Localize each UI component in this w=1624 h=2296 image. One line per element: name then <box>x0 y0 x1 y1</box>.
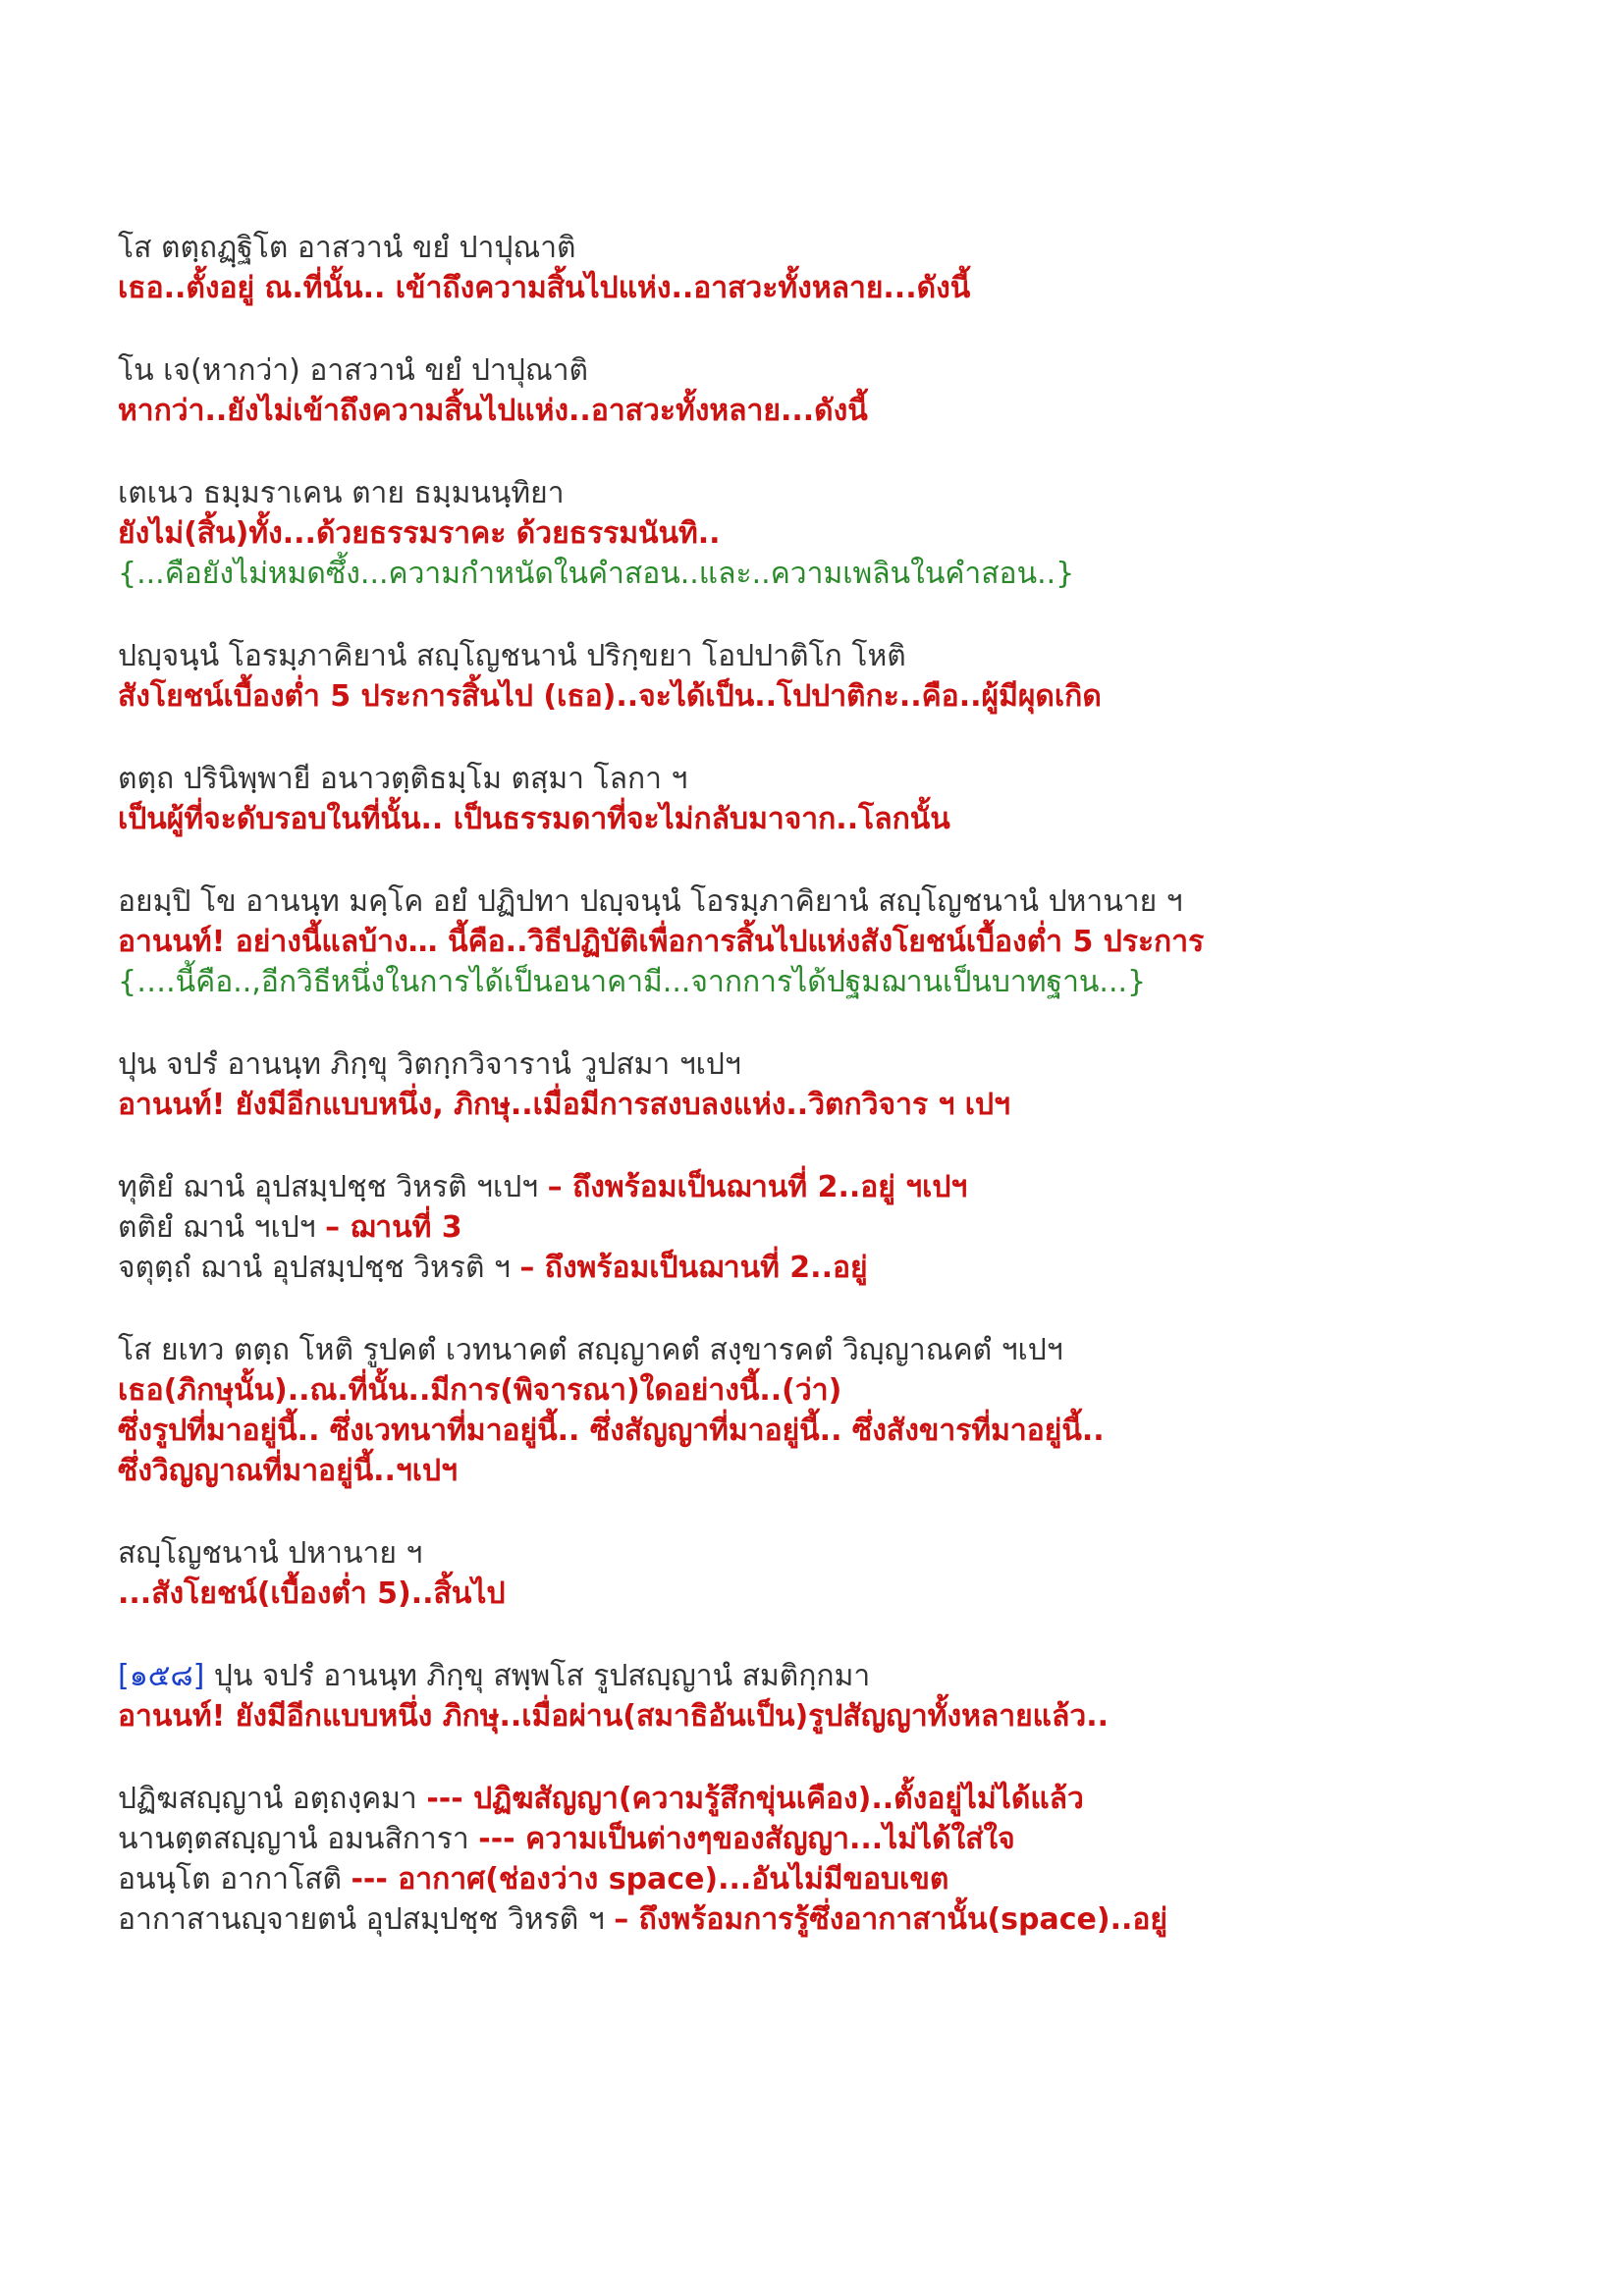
verse-block-10 <box>118 1533 1512 1614</box>
mixed-line <box>118 1859 1512 1899</box>
section-reference: [๑๕๘] <box>118 1659 205 1693</box>
translation-text: --- ความเป็นต่างๆของสัญญา...ไม่ได้ใส่ใจ <box>478 1822 1015 1856</box>
translation-line: เธอ(ภิกษุนั้น)..ณ.ที่นั้น..มีการ(พิจารณา)ใดอย่างนี้..(ว่า) <box>118 1373 842 1408</box>
mixed-line <box>118 1899 1512 1940</box>
pali-text: ทุติยํ ฌานํ อุปสมฺปชฺช วิหรติ ฯเปฯ <box>118 1170 548 1204</box>
pali-text: จตุตฺถํ ฌานํ อุปสมฺปชฺช วิหรติ ฯ <box>118 1251 520 1285</box>
mixed-line <box>118 1207 1512 1248</box>
mixed-line <box>118 1779 1512 1819</box>
verse-block-7 <box>118 1044 1512 1125</box>
translation-line: อานนท์! ยังมีอีกแบบหนึ่ง ภิกษุ..เมื่อผ่าน(สมาธิอันเป็น)รูปสัญญาทั้งหลายแล้ว.. <box>118 1699 1110 1734</box>
translation-text: --- ปฏิฆสัญญา(ความรู้สึกขุ่นเคือง)..ตั้งอยู่ไม่ได้แล้ว <box>426 1782 1084 1816</box>
pali-text: ปฏิฆสญฺญานํ อตฺถงฺคมา <box>118 1782 427 1816</box>
translation-line: เธอ..ตั้งอยู่ ณ.ที่นั้น.. เข้าถึงความสิ้นไปแห่ง..อาสวะทั้งหลาย...ดังนี้ <box>118 271 971 305</box>
verse-block-1 <box>118 228 1512 308</box>
verse-block-9 <box>118 1330 1512 1491</box>
translation-line: หากว่า..ยังไม่เข้าถึงความสิ้นไปแห่ง..อาสวะทั้งหลาย...ดังนี้ <box>118 394 868 428</box>
verse-block-6 <box>118 881 1512 1002</box>
verse-block-11 <box>118 1656 1512 1736</box>
pali-text: อนนฺโต อากาโสติ <box>118 1862 352 1896</box>
translation-line: ซึ่งรูปที่มาอยู่นี้.. ซึ่งเวทนาที่มาอยู่นี้.. ซึ่งสัญญาที่มาอยู่นี้.. ซึ่งสังขารที่มาอยู่นี้.. <box>118 1414 1105 1448</box>
mixed-line <box>118 1656 1512 1696</box>
verse-block-8 <box>118 1167 1512 1288</box>
pali-line: สญฺโญชนานํ ปหานาย ฯ <box>118 1536 423 1571</box>
commentary-line: {….นี้คือ..,อีกวิธีหนึ่งในการได้เป็นอนาคามี...จากการได้ปฐมฌานเป็นบาทฐาน...} <box>118 965 1147 999</box>
pali-line: โส ตตฺถฏฺฐิโต อาสวานํ ขยํ ปาปุณาติ <box>118 231 576 265</box>
verse-block-5 <box>118 759 1512 839</box>
pali-line: เตเนว ธมฺมราเคน ตาย ธมฺมนนฺทิยา <box>118 476 565 510</box>
translation-line: ยังไม่(สิ้น)ทั้ง...ด้วยธรรมราคะ ด้วยธรรมนันทิ.. <box>118 516 721 551</box>
pali-line: ปญฺจนฺนํ โอรมฺภาคิยานํ สญฺโญชนานํ ปริกฺขยา โอปปาติโก โหติ <box>118 639 906 673</box>
pali-line: โส ยเทว ตตฺถ โหติ รูปคตํ เวทนาคตํ สญฺญาคตํ สงฺขารคตํ วิญฺญาณคตํ ฯเปฯ <box>118 1333 1063 1367</box>
translation-line: ...สังโยชน์(เบื้องต่ำ 5)..สิ้นไป <box>118 1576 506 1611</box>
pali-line: ปุน จปรํ อานนฺท ภิกฺขุ วิตกฺกวิจารานํ วูปสมา ฯเปฯ <box>118 1047 741 1082</box>
pali-text: ปุน จปรํ อานนฺท ภิกฺขุ สพฺพโส รูปสญฺญานํ สมติกฺกมา <box>204 1659 871 1693</box>
translation-line: ซึ่งวิญญาณที่มาอยู่นี้..ฯเปฯ <box>118 1454 458 1488</box>
translation-text: – ถึงพร้อมการรู้ซึ่งอากาสานั้น(space)..อยู่ <box>614 1902 1167 1937</box>
translation-line: อานนท์! ยังมีอีกแบบหนึ่ง, ภิกษุ..เมื่อมีการสงบลงแห่ง..วิตกวิจาร ฯ เปฯ <box>118 1088 1010 1122</box>
verse-block-4 <box>118 636 1512 717</box>
mixed-line <box>118 1167 1512 1207</box>
verse-block-2 <box>118 350 1512 431</box>
verse-block-12 <box>118 1779 1512 1940</box>
document-body <box>118 228 1512 1982</box>
pali-text: นานตฺตสญฺญานํ อมนสิการา <box>118 1822 479 1856</box>
pali-line: ตตฺถ ปรินิพฺพายี อนาวตฺติธมฺโม ตสฺมา โลกา ฯ <box>118 762 688 796</box>
translation-line: สังโยชน์เบื้องต่ำ 5 ประการสิ้นไป (เธอ)..จะได้เป็น..โปปาติกะ..คือ..ผู้มีผุดเกิด <box>118 679 1102 714</box>
translation-text: – ถึงพร้อมเป็นฌานที่ 2..อยู่ ฯเปฯ <box>547 1170 968 1204</box>
translation-text: – ฌานที่ 3 <box>325 1210 462 1245</box>
verse-block-3 <box>118 473 1512 594</box>
translation-text: --- อากาศ(ช่องว่าง space)...อันไม่มีขอบเขต <box>351 1862 949 1896</box>
pali-line: อยมฺปิ โข อานนฺท มคฺโค อยํ ปฏิปทา ปญฺจนฺนํ โอรมฺภาคิยานํ สญฺโญชนานํ ปหานาย ฯ <box>118 884 1183 919</box>
commentary-line: {...คือยังไม่หมดซึ้ง...ความกำหนัดในคำสอน..และ..ความเพลินในคำสอน..} <box>118 557 1075 591</box>
pali-line: โน เจ(หากว่า) อาสวานํ ขยํ ปาปุณาติ <box>118 353 589 388</box>
mixed-line <box>118 1819 1512 1859</box>
pali-text: อากาสานญฺจายตนํ อุปสมฺปชฺช วิหรติ ฯ <box>118 1902 615 1937</box>
translation-line: เป็นผู้ที่จะดับรอบในที่นั้น.. เป็นธรรมดาที่จะไม่กลับมาจาก..โลกนั้น <box>118 802 950 836</box>
translation-text: – ถึงพร้อมเป็นฌานที่ 2..อยู่ <box>519 1251 868 1285</box>
mixed-line <box>118 1248 1512 1288</box>
translation-line: อานนท์! อย่างนี้แลบ้าง… นี้คือ..วิธีปฏิบัติเพื่อการสิ้นไปแห่งสังโยชน์เบื้องต่ำ 5 ประการ <box>118 925 1205 959</box>
pali-text: ตติยํ ฌานํ ฯเปฯ <box>118 1210 326 1245</box>
